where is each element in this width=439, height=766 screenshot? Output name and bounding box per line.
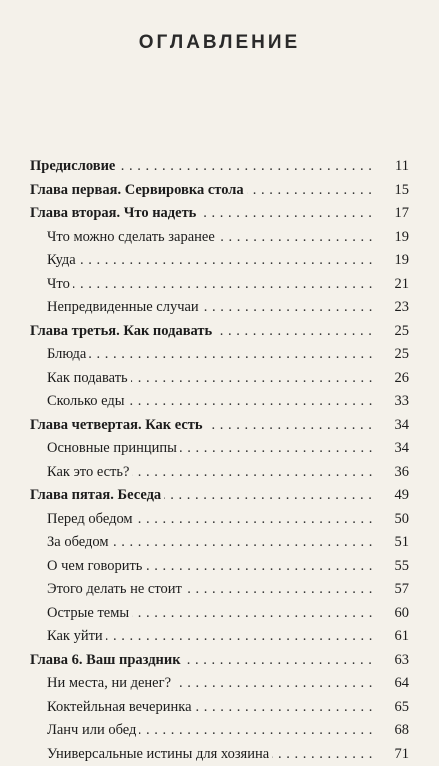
toc-entry-label: Блюда [47, 346, 89, 362]
toc-entry-page: 68 [377, 719, 409, 743]
toc-entry-page: 17 [377, 202, 409, 226]
toc-entry [0, 602, 439, 626]
toc-entry-label: Глава четвертая. Как есть [30, 417, 206, 433]
toc-entry-page: 60 [377, 602, 409, 626]
toc-entry [0, 484, 439, 508]
toc-entry-page: 57 [377, 578, 409, 602]
toc-entry-label: Глава пятая. Беседа [30, 487, 164, 503]
toc-entry-page: 61 [377, 625, 409, 649]
toc-entry-label: Глава третья. Как подавать [30, 323, 215, 339]
toc-entry-page: 19 [377, 249, 409, 273]
toc-entry-label: Как это есть? [47, 464, 132, 480]
toc-entry [0, 743, 439, 766]
toc-entry [0, 414, 439, 438]
toc-entry-page: 49 [377, 484, 409, 508]
toc-entry-label: Универсальные истины для хозяина [47, 746, 272, 762]
toc-entry-page: 25 [377, 320, 409, 344]
toc-entry-label: Как уйти [47, 628, 106, 644]
toc-entry-label: Коктейльная вечеринка [47, 699, 195, 715]
toc-entry [0, 390, 439, 414]
toc-entry [0, 578, 439, 602]
toc-entry-page: 34 [377, 437, 409, 461]
toc-entry-page: 64 [377, 672, 409, 696]
toc-entry [0, 367, 439, 391]
toc-entry-label: Глава первая. Сервировка стола [30, 182, 247, 198]
toc-entry [0, 696, 439, 720]
toc-entry-label: Куда [47, 252, 79, 268]
toc-entry [0, 461, 439, 485]
toc-entry-page: 21 [377, 273, 409, 297]
toc-entry [0, 531, 439, 555]
toc-entry [0, 202, 439, 226]
toc-entry-page: 63 [377, 649, 409, 673]
toc-entry-page: 11 [377, 155, 409, 179]
toc-entry-label: Как подавать [47, 370, 131, 386]
page-title: ОГЛАВЛЕНИЕ [0, 32, 439, 54]
table-of-contents [0, 155, 439, 766]
toc-entry-label: Непредвиденные случаи [47, 299, 202, 315]
toc-entry-page: 26 [377, 367, 409, 391]
toc-entry-page: 36 [377, 461, 409, 485]
toc-entry-page: 65 [377, 696, 409, 720]
toc-entry [0, 649, 439, 673]
toc-entry-label: Сколько еды [47, 393, 127, 409]
toc-entry-label: Основные принципы [47, 440, 180, 456]
toc-entry-page: 34 [377, 414, 409, 438]
toc-entry-page: 55 [377, 555, 409, 579]
toc-entry [0, 320, 439, 344]
toc-entry [0, 625, 439, 649]
toc-entry-page: 33 [377, 390, 409, 414]
toc-entry [0, 437, 439, 461]
toc-entry [0, 226, 439, 250]
toc-entry-page: 51 [377, 531, 409, 555]
toc-entry-label: Глава вторая. Что надеть [30, 205, 199, 221]
toc-entry [0, 296, 439, 320]
toc-entry [0, 273, 439, 297]
toc-entry-label: Глава 6. Ваш праздник [30, 652, 184, 668]
toc-entry-page: 23 [377, 296, 409, 320]
toc-entry [0, 508, 439, 532]
toc-entry-page: 50 [377, 508, 409, 532]
toc-entry [0, 249, 439, 273]
toc-entry-page: 15 [377, 179, 409, 203]
toc-entry-label: Что можно сделать заранее [47, 229, 218, 245]
toc-entry [0, 719, 439, 743]
toc-entry-label: Ни места, ни денег? [47, 675, 174, 691]
toc-entry-label: За обедом [47, 534, 112, 550]
toc-entry-label: Предисловие [30, 158, 118, 174]
toc-entry [0, 155, 439, 179]
toc-entry-label: Ланч или обед [47, 722, 139, 738]
toc-entry [0, 343, 439, 367]
toc-entry [0, 672, 439, 696]
toc-entry-label: Что [47, 276, 73, 292]
toc-entry [0, 179, 439, 203]
toc-entry-label: Этого делать не стоит [47, 581, 185, 597]
toc-entry [0, 555, 439, 579]
toc-entry-page: 71 [377, 743, 409, 766]
toc-entry-label: Острые темы [47, 605, 132, 621]
toc-entry-page: 19 [377, 226, 409, 250]
toc-entry-label: О чем говорить [47, 558, 145, 574]
toc-entry-page: 25 [377, 343, 409, 367]
toc-entry-label: Перед обедом [47, 511, 136, 527]
